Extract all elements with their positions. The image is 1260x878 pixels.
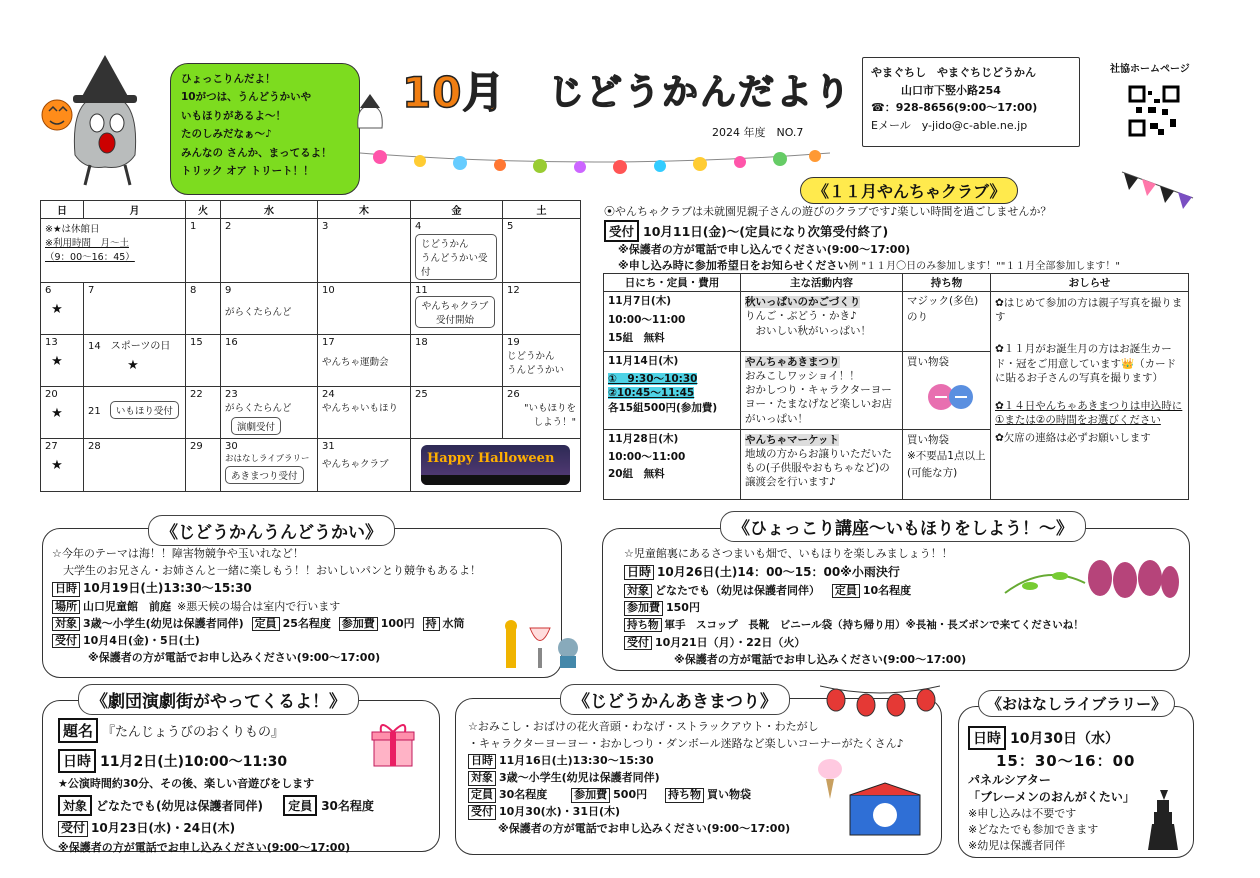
taisho-tag: 対象 [468, 771, 496, 786]
day-number: 11 [415, 285, 428, 296]
day-number: 8 [190, 285, 197, 296]
calendar-day [411, 335, 503, 387]
closed-star-icon: ★ [51, 302, 63, 317]
qr-code-icon[interactable] [1128, 85, 1180, 137]
basho-tag: 場所 [52, 600, 80, 615]
org-tel: ☎：928-8656(9:00～17:00) [871, 101, 1038, 115]
teiin-tag: 定員 [832, 584, 860, 599]
day-number: 28 [88, 441, 101, 452]
calendar-day [411, 387, 503, 439]
bubble-line: トリック オア トリート！！ [181, 164, 314, 177]
day-number: 14 スポーツの日 [88, 341, 171, 352]
org-address: 山口市下竪小路254 [901, 83, 1001, 97]
activity-desc: 地域の方からお譲りいただいたもの(子供服やおもちゃなど)の譲渡会を行います♪ [745, 448, 892, 489]
day-number: 30 [225, 441, 238, 452]
date-cell [604, 352, 741, 430]
event-text: じどうかん うんどうかい [507, 351, 565, 376]
nichiji-value: 11月16日(土)13:30～15:30 [499, 754, 654, 768]
calendar-day [186, 283, 221, 335]
calendar-day [186, 335, 221, 387]
teiin-tag: 定員 [283, 795, 317, 816]
library-note: ※どなたでも参加できます [968, 823, 1099, 836]
uke-value: 10月4日(金)・5日(土) [83, 633, 200, 647]
day-number: 31 [322, 441, 335, 452]
day-number: 5 [507, 221, 514, 232]
yancha-note2: ※申し込み時に参加希望日をお知らせください [618, 259, 849, 272]
notice: ✿欠席の連絡は必ずお願いします [995, 432, 1151, 445]
hiyo-tag: 参加費 [571, 788, 610, 803]
time: 10:00～11:00 [608, 313, 686, 326]
yancha-header-row [604, 274, 1189, 292]
calendar-day [84, 335, 186, 387]
teiin-tag: 定員 [252, 617, 280, 632]
library-note: ※幼児は保護者同伴 [968, 839, 1066, 852]
event-text: "いもほりを しよう！" [524, 403, 576, 428]
candy-garland-decoration [360, 145, 830, 175]
mochi-value: 水筒 [442, 616, 465, 630]
teiin-value: 30名程度 [499, 788, 548, 802]
column-header: おしらせ [991, 274, 1189, 292]
teiin-value: 25名程度 [282, 616, 331, 630]
mochi-tag: 持 [423, 617, 440, 632]
teiin-tag: 定員 [468, 788, 496, 803]
calendar-day [221, 335, 318, 387]
column-header: 持ち物 [903, 274, 991, 292]
calendar-day [186, 439, 221, 492]
calendar-week [41, 335, 581, 387]
calendar-day [503, 387, 581, 439]
nichiji-tag: 日時 [968, 726, 1006, 750]
activity-cell [741, 352, 903, 430]
mochi-value: 買い物袋 [706, 788, 751, 802]
library-title: 《おはなしライブラリー》 [978, 690, 1175, 717]
library-time: 15：30～16：00 [996, 752, 1136, 770]
activity-title: 秋いっぱいのかごづくり [745, 296, 861, 308]
weekday-header: 月 [84, 201, 186, 219]
imohori-line: ☆児童館裏にあるさつまいも畑で、いもほりを楽しみましょう！！ [624, 547, 953, 560]
speech-bubble [170, 63, 360, 195]
calendar-day [411, 219, 503, 283]
calendar-day [186, 387, 221, 439]
basho-note: ※悪天候の場合は室内で行います [177, 599, 341, 613]
uke-tag: 受付 [624, 636, 652, 651]
uke-tag: 受付 [52, 634, 80, 649]
taisho-tag: 対象 [624, 584, 652, 599]
activity-title: やんちゃマーケット [745, 434, 839, 446]
mochi-value: 軍手 スコップ 長靴 ビニール袋（持ち帰り用）※長袖・長ズボンで来てくださいね！ [664, 618, 1084, 631]
yoyo-balloon-icon [921, 375, 981, 415]
yancha-note2-example: 例 "１１月〇日のみ参加します！""１１月全部参加します！" [848, 261, 1120, 272]
closed-note: ※★は休館日 [45, 224, 100, 235]
yancha-schedule-table [603, 273, 1189, 500]
day-number: 17 [322, 337, 335, 348]
activity-cell [741, 292, 903, 352]
calendar-day [318, 439, 411, 492]
date: 11月7日(木) [608, 295, 672, 307]
calendar-day [221, 283, 318, 335]
calendar-day [318, 283, 411, 335]
undokai-title: 《じどうかんうんどうかい》 [148, 515, 395, 546]
calendar-day [318, 335, 411, 387]
yancha-row [604, 292, 1189, 352]
activity-title: やんちゃあきまつり [745, 356, 840, 368]
undokai-line: 大学生のお兄さん・お姉さんと一緒に楽しもう！！おいしいパンとり競争もあるよ！ [52, 564, 481, 578]
library-note: ※申し込みは不要です [968, 807, 1077, 820]
day-number: 29 [190, 441, 203, 452]
closed-star-icon: ★ [51, 406, 63, 421]
time-slot-2: ②10:45～11:45 [608, 387, 695, 400]
hiyo-value: 150円 [666, 601, 700, 615]
akimatsuri-line: ・キャラクターヨーヨー・おかしつり・ダンボール迷路など楽しいコーナーがたくさん♪ [468, 737, 904, 751]
calendar-day [186, 219, 221, 283]
day-number: 23 [225, 389, 238, 400]
ghost-character-illustration [35, 45, 170, 195]
weekday-header: 水 [221, 201, 318, 219]
day-number: 2 [225, 221, 232, 232]
event-text: がらくたらんど [225, 307, 292, 318]
nichiji-tag: 日時 [468, 754, 496, 769]
date-cell [604, 292, 741, 352]
calendar-week [41, 387, 581, 439]
taisho-value: どなたでも（幼児は保護者同伴） [655, 583, 820, 597]
akimatsuri-note: ※保護者の方が電話でお申し込みください(9:00～17:00) [498, 822, 791, 836]
capacity: 20組 無料 [608, 468, 665, 481]
weekday-header: 金 [411, 201, 503, 219]
nichiji-tag: 日時 [58, 749, 96, 773]
calendar-day [221, 387, 318, 439]
qr-label: 社協ホームページ [1110, 64, 1190, 75]
calendar-day [84, 283, 186, 335]
event-text: やんちゃいもほり [322, 403, 399, 414]
imohori-note: ※保護者の方が電話でお申し込みください(9:00～17:00) [674, 653, 967, 667]
teiin-value: 10名程度 [862, 583, 912, 597]
library-piece: 「ブレーメンのおんがくたい」 [968, 790, 1135, 804]
hiyo-value: 100円 [380, 616, 415, 630]
bunting-decoration [1120, 168, 1195, 228]
day-number: 16 [225, 337, 238, 348]
gekidan-note: ※保護者の方が電話でお申し込みください(9:00～17:00) [58, 840, 351, 854]
date: 11月28日(木) [608, 433, 679, 445]
bring-cell: マジック(多色) のり [903, 292, 991, 352]
nichiji-value: 10月19日(土)13:30～15:30 [83, 581, 252, 596]
uketsuke-value: 10月11日(金)～(定員になり次第受付終了) [643, 224, 889, 239]
day-number: 10 [322, 285, 335, 296]
time: 10:00～11:00 [608, 450, 686, 463]
mochi-tag: 持ち物 [665, 788, 704, 803]
undokai-note: ※保護者の方が電話でお申し込みください(9:00～17:00) [88, 650, 381, 664]
day-number: 22 [190, 389, 203, 400]
hiyo-tag: 参加費 [339, 617, 378, 632]
activity-cell [741, 430, 903, 500]
capacity: 各15組500円(参加費) [608, 402, 718, 415]
yancha-title: 《１１月やんちゃクラブ》 [800, 177, 1018, 204]
mochi-tag: 持ち物 [624, 618, 662, 632]
notice: ✿１１月がお誕生月の方はお誕生カード・冠をご用意しています👑（カードに貼るお子さんの写真を撮ります） [995, 343, 1177, 384]
day-number: 4 [415, 221, 422, 232]
event-text: がらくたらんど [225, 403, 292, 414]
calendar-table [40, 200, 581, 492]
event-box: あきまつり受付 [225, 466, 304, 484]
nichiji-value: 10月26日(土)14：00～15：00※小雨決行 [657, 564, 900, 579]
day-number: 1 [190, 221, 197, 232]
dai-value: 『たんじょうびのおくりもの』 [102, 725, 285, 740]
halloween-text: Happy Halloween [427, 451, 555, 466]
akimatsuri-title: 《じどうかんあきまつり》 [560, 684, 790, 715]
uke-tag: 受付 [468, 805, 496, 820]
gekidan-title: 《劇団演劇街がやってくるよ！》 [78, 684, 359, 715]
org-info-box [862, 57, 1080, 147]
calendar-day [41, 439, 84, 492]
hours-note: （9：00～16：45） [45, 252, 135, 263]
sweet-potato-illustration [1000, 548, 1180, 608]
date: 11月14日(木) [608, 355, 679, 367]
bubble-line: みんなの さんか、まってるよ！ [181, 146, 332, 159]
taisho-value: どなたでも(幼児は保護者同伴) [96, 799, 263, 813]
animal-cheer-illustration [500, 618, 585, 673]
taisho-tag: 対象 [52, 617, 80, 632]
yancha-note1: ※保護者の方が電話で申し込んでください(9:00～17:00) [618, 243, 911, 256]
day-number: 25 [415, 389, 428, 400]
event-text: やんちゃ運動会 [322, 357, 389, 368]
calendar-day [221, 439, 318, 492]
witch-ghost-icon [350, 90, 390, 130]
capacity: 15組 無料 [608, 332, 665, 345]
date-cell [604, 430, 741, 500]
time-slot-1: ① 9:30～10:30 [608, 372, 698, 385]
calendar-week [41, 283, 581, 335]
column-header: 日にち・定員・費用 [604, 274, 741, 292]
bubble-line: たのしみだなぁ～♪ [181, 128, 272, 141]
day-number: 18 [415, 337, 428, 348]
weekday-header: 土 [503, 201, 581, 219]
akimatsuri-line: ☆おみこし・おばけの花火音頭・わなげ・ストラックアウト・わたがし [468, 720, 819, 733]
hours-note: ※利用時間 月～土 [45, 238, 129, 249]
weekday-header: 木 [318, 201, 411, 219]
calendar-day [41, 335, 84, 387]
day-number: 24 [322, 389, 335, 400]
hiyo-tag: 参加費 [624, 601, 663, 616]
day-number: 15 [190, 337, 203, 348]
calendar-info-cell [41, 219, 186, 283]
activity-desc: おみこしワッショイ！！ おかしつり・キャラクターヨーヨー・たまなげなど楽しいお店がいっぱい！ [745, 370, 892, 425]
yancha-note2-row [618, 257, 1120, 273]
event-text: やんちゃクラブ [322, 459, 389, 470]
event-box: 演劇受付 [231, 417, 281, 435]
day-number: 19 [507, 337, 520, 348]
basho-value: 山口児童館 前庭 [83, 599, 171, 613]
day-number: 6 [45, 285, 52, 296]
weekday-header: 火 [186, 201, 221, 219]
hiyo-value: 500円 [613, 788, 648, 802]
nichiji-tag: 日時 [624, 565, 654, 581]
day-number: 3 [322, 221, 329, 232]
day-number: 13 [45, 337, 58, 348]
uketsuke-tag: 受付 [604, 220, 639, 242]
event-box: じどうかん うんどうかい受付 [415, 234, 497, 280]
calendar-day [318, 219, 411, 283]
uke-value: 10月30(水)・31日(木) [499, 805, 621, 819]
uke-value: 10月23日(水)・24日(木) [91, 821, 236, 835]
calendar-day [84, 439, 186, 492]
undokai-line: ☆今年のテーマは海！！障害物競争や玉いれなど！ [52, 547, 304, 560]
page-title: じどうかんだより [548, 72, 853, 113]
calendar-day [84, 387, 186, 439]
yancha-intro: ⦿やんちゃクラブは未就園児親子さんの遊びのクラブです♪楽しい時間を過ごしませんか？ [604, 205, 1052, 218]
bring-cell: 買い物袋 ※不要品1点以上(可能な方) [903, 430, 991, 500]
closed-star-icon: ★ [127, 358, 139, 373]
library-panel: パネルシアター [968, 773, 1051, 787]
org-email: Eメール y-jido@c-able.ne.jp [871, 118, 1028, 132]
calendar-day [221, 219, 318, 283]
day-number: 21 [88, 406, 101, 417]
uke-tag: 受付 [58, 821, 88, 837]
uke-value: 10月21日（月）・22日（火） [655, 635, 806, 649]
calendar-day [503, 335, 581, 387]
calendar-week [41, 439, 581, 492]
undokai-content [52, 545, 552, 666]
calendar-day [41, 283, 84, 335]
bring-cell [903, 352, 991, 430]
event-text: おはなしライブラリー [225, 454, 310, 464]
weekday-header: 日 [41, 201, 84, 219]
taisho-tag: 対象 [58, 795, 92, 816]
nichiji-value: 10月30日（水） [1010, 731, 1119, 747]
bubble-line: 10がつは、うんどうかいや [181, 91, 312, 104]
day-number: 12 [507, 285, 520, 296]
nichiji-value: 11月2日(土)10:00～11:30 [100, 754, 288, 770]
notice-cell [991, 292, 1189, 500]
calendar-day [503, 219, 581, 283]
calendar-day [318, 387, 411, 439]
day-number: 20 [45, 389, 58, 400]
taisho-value: 3歳～小学生(幼児は保護者同伴) [499, 771, 660, 785]
day-number: 7 [88, 285, 95, 296]
day-number: 26 [507, 389, 520, 400]
dai-tag: 題名 [58, 718, 98, 743]
nichiji-tag: 日時 [52, 582, 80, 597]
yancha-uketsuke [604, 220, 888, 242]
notice: ✿１４日やんちゃあきまつりは申込時に①または②の時間をお選びください [995, 399, 1183, 427]
taisho-value: 3歳～小学生(幼児は保護者同伴) [83, 616, 244, 630]
month-title: 10月 [402, 68, 506, 117]
bubble-line: いもほりがあるよ～！ [181, 109, 286, 122]
festival-illustration [810, 755, 930, 845]
closed-star-icon: ★ [51, 354, 63, 369]
imohori-title: 《ひょっこり講座～いもほりをしよう！～》 [720, 511, 1086, 542]
bubble-line: ひょっこりんだよ！ [181, 73, 276, 85]
calendar-day [41, 387, 84, 439]
calendar-day [411, 283, 503, 335]
bremen-animals-icon [1140, 786, 1190, 851]
bring-text: 買い物袋 [907, 356, 949, 368]
org-name: やまぐちし やまぐちじどうかん [871, 66, 1036, 79]
gift-box-icon [368, 718, 418, 768]
notice: ✿はじめて参加の方は親子写真を撮ります [995, 297, 1183, 324]
gekidan-note1: ★公演時間約30分、その後、楽しい音遊びをします [58, 777, 315, 790]
halloween-banner [421, 445, 570, 485]
calendar-week [41, 219, 581, 283]
calendar-day [503, 283, 581, 335]
column-header: 主な活動内容 [741, 274, 903, 292]
event-box: やんちゃクラブ 受付開始 [415, 296, 495, 328]
halloween-cell [411, 439, 581, 492]
closed-star-icon: ★ [51, 458, 63, 473]
calendar-header-row [41, 201, 581, 219]
activity-desc: りんご・ぶどう・かき♪ おいしい秋がいっぱい！ [745, 310, 871, 337]
issue-number: 2024 年度 NO.7 [712, 126, 804, 139]
event-box: いもほり受付 [110, 401, 179, 419]
teiin-value: 30名程度 [321, 799, 374, 813]
day-number: 9 [225, 285, 232, 296]
day-number: 27 [45, 441, 58, 452]
